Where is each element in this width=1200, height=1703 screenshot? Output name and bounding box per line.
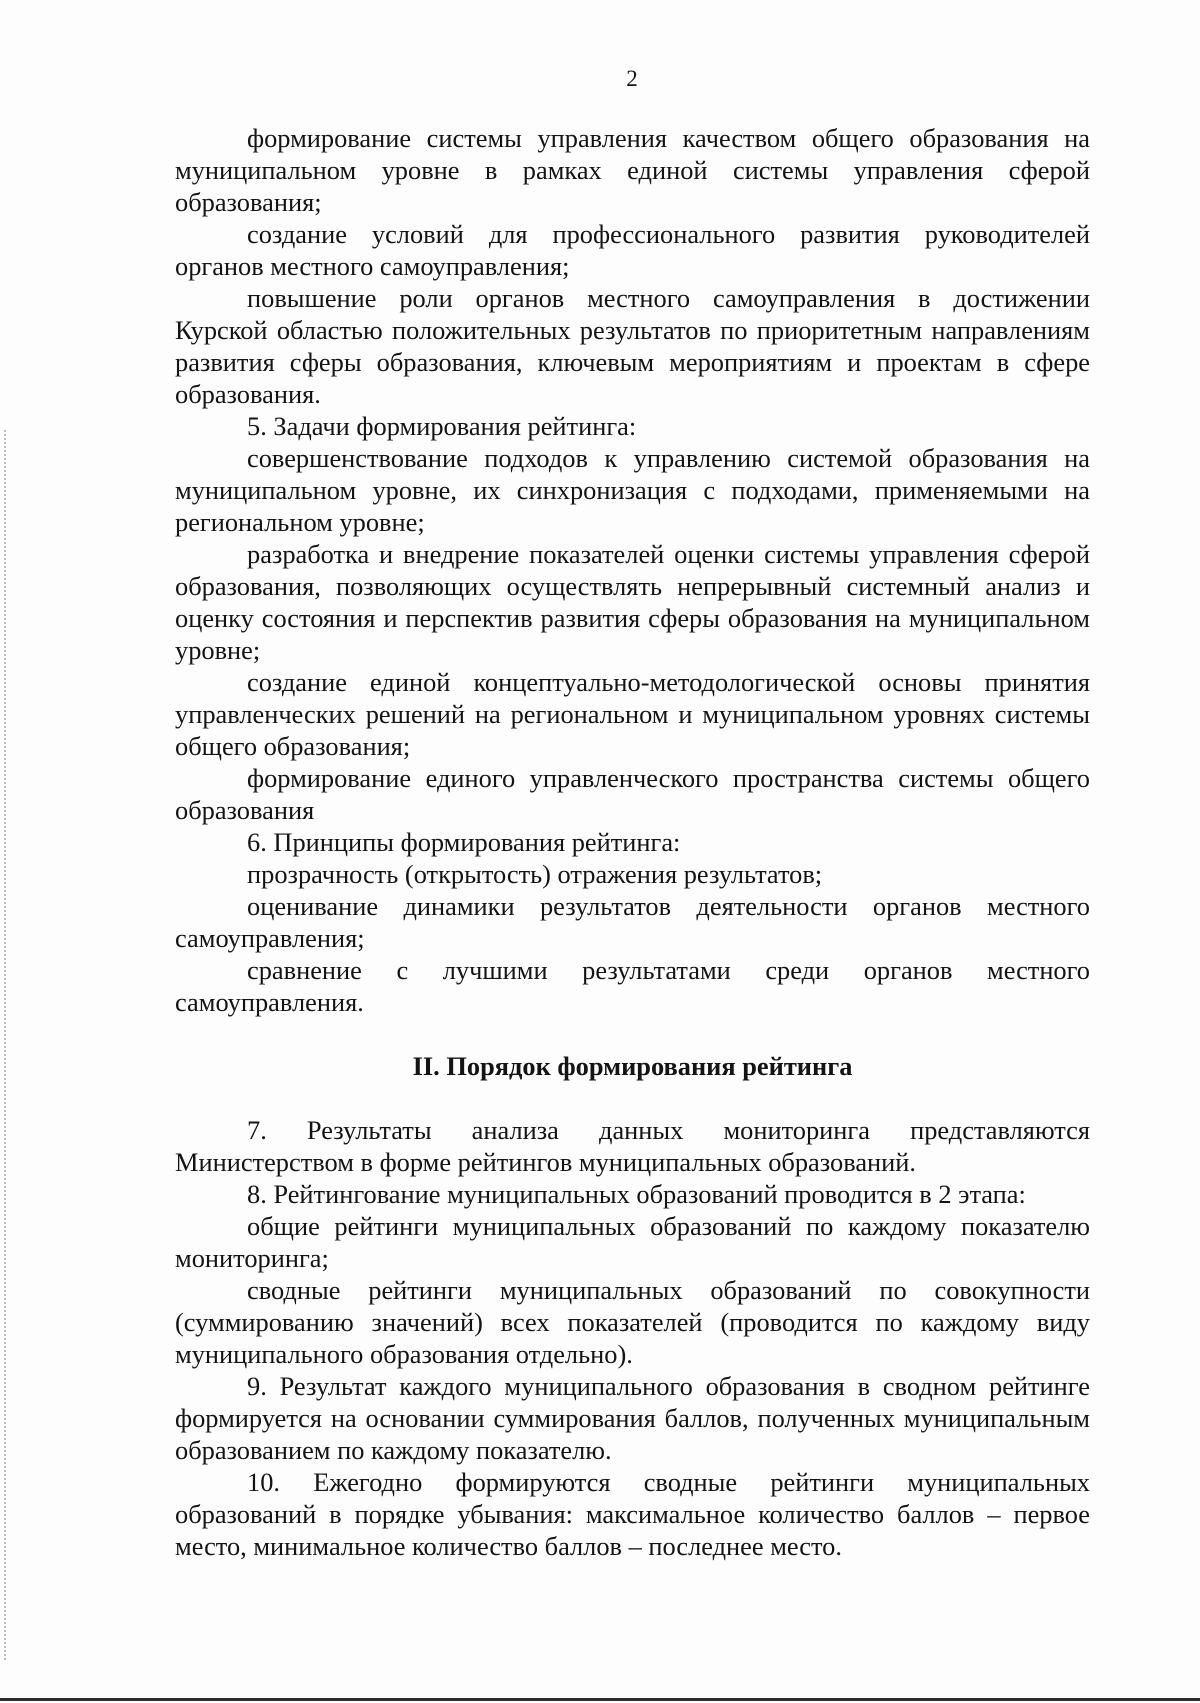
paragraph-item-9: 9. Результат каждого муниципального образования в сводном рейтинге формируется на основании суммирования баллов, полученных муниципальным образованием по каждому показателю. bbox=[175, 1371, 1090, 1465]
scan-bottom-edge bbox=[0, 1698, 1200, 1701]
paragraph-item-6-heading: 6. Принципы формирования рейтинга: bbox=[247, 827, 681, 857]
paragraph-item-7: 7. Результаты анализа данных мониторинга представляются Министерством в форме рейтингов муниципальных образований. bbox=[175, 1115, 1090, 1177]
paragraph-goal-professional-development: создание условий для профессионального развития руководителей органов местного самоуправления; bbox=[175, 219, 1090, 281]
body-text bbox=[175, 122, 1090, 1562]
paragraph-item-8: 8. Рейтингование муниципальных образований проводится в 2 этапа: bbox=[247, 1179, 1026, 1209]
paragraph-principle-comparison: сравнение с лучшими результатами среди органов местного самоуправления. bbox=[175, 955, 1090, 1017]
paragraph-principle-dynamics: оценивание динамики результатов деятельности органов местного самоуправления; bbox=[175, 891, 1090, 953]
scan-left-edge bbox=[4, 430, 6, 1660]
paragraph-task-approaches: совершенствование подходов к управлению системой образования на муниципальном уровне, их синхронизация с подходами, применяемыми на региональном уровне; bbox=[175, 443, 1090, 537]
paragraph-task-indicators: разработка и внедрение показателей оценки системы управления сферой образования, позволяющих осуществлять непрерывный системный анализ и оценку состояния и перспектив развития сферы образования на муниципальном уровне; bbox=[175, 539, 1090, 665]
section-heading: II. Порядок формирования рейтинга bbox=[412, 1051, 853, 1081]
paragraph-summary-ratings: сводные рейтинги муниципальных образований по совокупности (суммированию значений) всех показателей (проводится по каждому виду муниципального образования отдельно). bbox=[175, 1275, 1090, 1369]
paragraph-general-ratings: общие рейтинги муниципальных образований по каждому показателю мониторинга; bbox=[175, 1211, 1090, 1273]
paragraph-item-10: 10. Ежегодно формируются сводные рейтинги муниципальных образований в порядке убывания: максимальное количество баллов – первое место, минимальное количество баллов – последнее место. bbox=[175, 1467, 1090, 1561]
paragraph-task-unified-space: формирование единого управленческого пространства системы общего образования bbox=[175, 763, 1090, 825]
paragraph-goal-local-role: повышение роли органов местного самоуправления в достижении Курской областью положительных результатов по приоритетным направлениям развития сферы образования, ключевым мероприятиям и проектам в сфере образования. bbox=[175, 283, 1090, 409]
paragraph-item-5-heading: 5. Задачи формирования рейтинга: bbox=[247, 411, 637, 441]
paragraph-task-methodology: создание единой концептуально-методологической основы принятия управленческих решений на региональном и муниципальном уровнях системы общего образования; bbox=[175, 667, 1090, 761]
paragraph-principle-transparency: прозрачность (открытость) отражения результатов; bbox=[247, 859, 823, 889]
paragraph-goal-quality-system: формирование системы управления качеством общего образования на муниципальном уровне в рамках единой системы управления сферой образования; bbox=[175, 123, 1090, 217]
page-number: 2 bbox=[626, 66, 638, 91]
